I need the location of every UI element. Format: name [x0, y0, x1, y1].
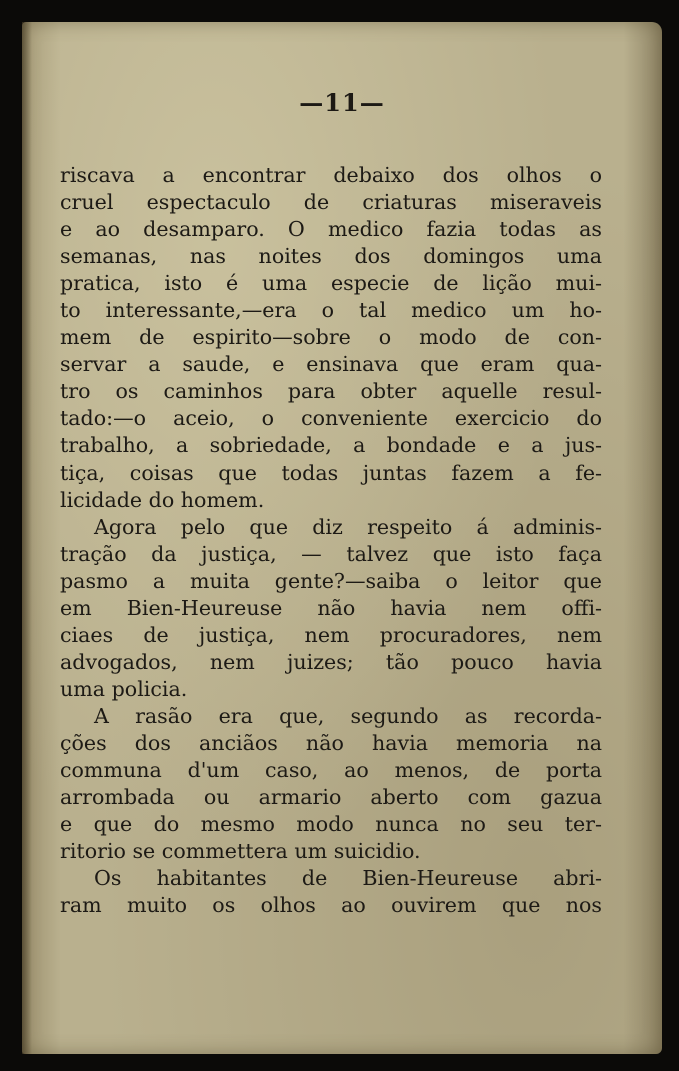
text-line: ciaes de justiça, nem procuradores, nem: [60, 622, 602, 647]
text-line: A rasão era que, segundo as recorda-: [94, 703, 602, 728]
text-line: mem de espirito—sobre o modo de con-: [60, 325, 602, 350]
book-page: [22, 22, 662, 1054]
text-line: communa d'um caso, ao menos, de porta: [60, 758, 602, 783]
text-line: riscava a encontrar debaixo dos olhos o: [60, 163, 602, 187]
text-line: ritorio se commettera um suicidio.: [60, 839, 421, 864]
text-line: e que do mesmo modo nunca no seu ter-: [60, 812, 602, 837]
page-gutter-shadow: [22, 22, 32, 1054]
text-line: Os habitantes de Bien-Heureuse abri-: [94, 866, 602, 891]
text-line: pasmo a muita gente?—saiba o leitor que: [60, 568, 602, 593]
text-line: tado:—o aceio, o conveniente exercicio do: [60, 406, 602, 431]
text-line: cruel espectaculo de criaturas miseraveis: [60, 190, 602, 215]
text-line: em Bien-Heureuse não havia nem offi-: [60, 595, 602, 620]
text-line: licidade do homem.: [60, 487, 265, 512]
text-line: semanas, nas noites dos domingos uma: [60, 244, 602, 269]
text-line: ram muito os olhos ao ouvirem que nos: [60, 893, 602, 918]
text-line: trabalho, a sobriedade, a bondade e a jus-: [60, 433, 602, 458]
text-line: pratica, isto é uma especie de lição mui-: [60, 271, 602, 296]
text-line: to interessante,—era o tal medico um ho-: [60, 298, 602, 323]
text-line: tro os caminhos para obter aquelle resul-: [60, 379, 602, 404]
text-line: uma policia.: [60, 676, 188, 701]
text-line: advogados, nem juizes; tão pouco havia: [60, 649, 602, 674]
text-line: servar a saude, e ensinava que eram qua-: [60, 352, 602, 377]
text-line: arrombada ou armario aberto com gazua: [60, 785, 602, 810]
text-line: tração da justiça, — talvez que isto faça: [60, 541, 602, 566]
body-text: [60, 162, 602, 919]
text-line: tiça, coisas que todas juntas fazem a fe-: [60, 460, 602, 485]
page-number: —11—: [299, 88, 385, 117]
text-line: Agora pelo que diz respeito á adminis-: [94, 514, 602, 539]
text-line: ções dos anciãos não havia memoria na: [60, 730, 602, 755]
text-line: e ao desamparo. O medico fazia todas as: [60, 217, 602, 242]
